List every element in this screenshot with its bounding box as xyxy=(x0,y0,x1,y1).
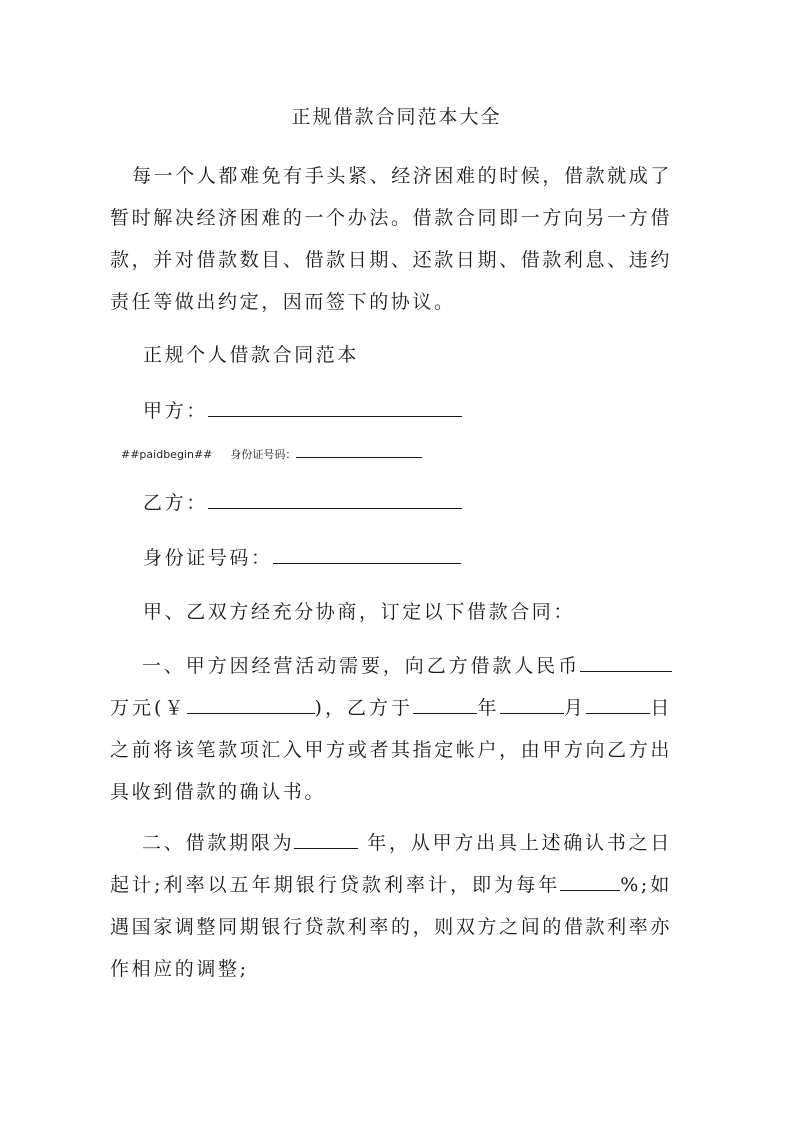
loan-amount-figure-blank xyxy=(187,693,315,714)
clause-2 xyxy=(110,822,672,990)
intro-paragraph: 每一个人都难免有手头紧、经济困难的时候，借款就成了暂时解决经济困难的一个办法。借款合同即一方向另一方借款，并对借款数目、借款日期、还款日期、借款利息、违约责任等做出约定，因而签下的协议。 xyxy=(110,165,673,313)
id-label-small: 身份证号码： xyxy=(230,448,297,461)
party-b-label: 乙方： xyxy=(143,492,208,514)
paid-marker-line xyxy=(121,446,422,462)
loan-amount-blank xyxy=(580,651,672,672)
party-b-line xyxy=(143,488,462,515)
party-b-blank xyxy=(208,488,462,509)
clause-2-text-b: 年，从甲方出具上述确认书之日起计;利率以五年期银行贷款利率计，即为每年 xyxy=(110,832,672,896)
term-years-blank xyxy=(294,828,358,849)
agreement-line: 甲、乙双方经充分协商，订定以下借款合同： xyxy=(143,601,576,623)
clause-2-text-a: 二、借款期限为 xyxy=(142,832,295,854)
id-number-label: 身份证号码： xyxy=(143,547,273,569)
id-small-blank xyxy=(296,446,422,458)
clause-1-text-b: 万元(￥ xyxy=(110,697,187,719)
section-title: 正规个人借款合同范本 xyxy=(143,344,360,366)
party-a-blank xyxy=(208,396,462,417)
clause-1-text-a: 一、甲方因经营活动需要，向乙方借款人民币 xyxy=(142,655,580,677)
clause-1-text-c: )，乙方于 xyxy=(314,697,414,719)
day-label: 日 xyxy=(649,697,672,719)
clause-1-text-d: 之前将该笔款项汇入甲方或者其指定帐户，由甲方向乙方出具收到借款的确认书。 xyxy=(110,739,672,803)
month-label: 月 xyxy=(563,697,586,719)
clause-1 xyxy=(110,645,672,813)
interest-rate-blank xyxy=(560,870,620,891)
party-a-line xyxy=(143,396,462,423)
party-a-label: 甲方： xyxy=(143,400,208,422)
id-number-line xyxy=(143,543,461,570)
clause-2-text-c: %;如遇国家调整同期银行贷款利率的，则双方之间的借款利率亦作相应的调整; xyxy=(110,874,672,980)
month-blank xyxy=(500,693,564,714)
year-label: 年 xyxy=(477,697,500,719)
year-blank xyxy=(413,693,477,714)
paid-marker: ##paidbegin## xyxy=(121,448,213,461)
id-number-blank xyxy=(273,543,461,564)
day-blank xyxy=(586,693,650,714)
document-title: 正规借款合同范本大全 xyxy=(291,106,502,128)
